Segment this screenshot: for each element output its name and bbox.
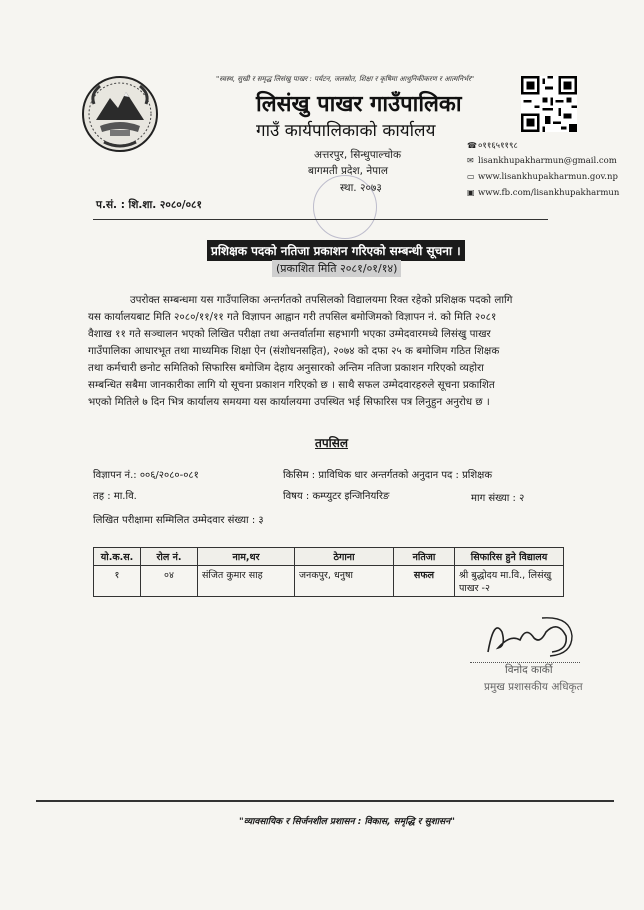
email-value: lisankhupakharmun@gmail.com — [478, 156, 617, 166]
col-school: सिफारिस हुने विद्यालय — [455, 548, 564, 566]
footer-motto: "व्यावसायिक र सिर्जनशील प्रशासन : विकास, समृद्धि र सुशासन" — [239, 817, 455, 827]
address-line-1: अत्तरपुर, सिन्धुपाल्चोक — [314, 149, 402, 161]
qr-code-icon — [521, 76, 577, 132]
facebook-value: www.fb.com/lisankhupakharmun — [478, 188, 620, 198]
header-tagline: "स्वस्थ, सुखी र समृद्ध लिसंखु पाखर : पर्यटन, जलस्रोत, शिक्षा र कृषिमा आधुनिकीकरण र आत्मनिर्भर" — [216, 75, 475, 83]
office-stamp — [313, 175, 377, 239]
schedule-heading: तपसिल — [315, 436, 349, 450]
cell-result: सफल — [394, 566, 455, 597]
advert-number: विज्ञापन नं.: ००६/२०८०-०८१ — [93, 470, 199, 481]
cell-serial: १ — [94, 566, 141, 597]
notice-title: प्रशिक्षक पदको नतिजा प्रकाशन गरिएको सम्बन्धी सूचना । — [207, 240, 465, 261]
phone-icon: ☎ — [467, 141, 477, 150]
web-icon: ▭ — [467, 172, 475, 181]
signature-mark — [480, 612, 580, 660]
footer-divider — [36, 800, 614, 802]
office-name: गाउँ कार्यपालिकाको कार्यालय — [256, 121, 436, 141]
body-line: गाउँपालिका आधारभूत तथा माध्यमिक शिक्षा ऐन (संशोधनसहित), २०७४ को दफा २५ क बमोजिम गठित शिक्षक — [88, 345, 500, 357]
col-roll: रोल नं. — [141, 548, 198, 566]
body-line: तथा कर्मचारी छनोट समितिको सिफारिस बमोजिम देहाय अनुसारको अन्तिम नतिजा प्रकाशन गरिएको व्यहोरा — [88, 362, 484, 374]
contact-phone — [467, 140, 518, 151]
post-level: तह : मा.वि. — [93, 491, 137, 502]
candidate-count: लिखित परीक्षामा सम्मिलित उम्मेदवार संख्या : ३ — [93, 515, 264, 526]
signer-title: प्रमुख प्रशासकीय अधिकृत — [484, 681, 583, 693]
table-header-row — [94, 548, 564, 566]
post-category: किसिम : प्राविधिक धार अन्तर्गतको अनुदान पद : प्रशिक्षक — [283, 470, 493, 481]
org-name: लिसंखु पाखर गाउँपालिका — [256, 92, 462, 117]
phone-value: ०११६५११९८ — [478, 141, 518, 151]
nepal-emblem-icon — [80, 74, 160, 154]
body-line: भएको मितिले ७ दिन भित्र कार्यालय समयमा यस कार्यालयमा उपस्थित भई सिफारिस पत्र लिनुहुन अनुरोध छ । — [88, 396, 490, 408]
body-line: सम्बन्धित सबैमा जानकारीका लागि यो सूचना प्रकाशन गरिएको छ । साथै सफल उम्मेदवारहरुले सूचना प्रकाशित — [88, 379, 495, 391]
body-line: यस कार्यालयबाट मिति २०८०/११/११ गते विज्ञापन आह्वान गरी तपसिल बमोजिमको विज्ञापन नं. को मिति २०८१ — [88, 311, 497, 323]
reference-number: प.सं. : शि.शा. २०८०/०८१ — [96, 199, 202, 211]
facebook-icon: ▣ — [467, 188, 475, 197]
header-divider — [93, 219, 548, 220]
body-line: वैशाख ११ गते सञ्चालन भएको लिखित परीक्षा तथा अन्तर्वार्तामा सहभागी भएका उम्मेदवारमध्ये लिसंखु पाखर — [88, 328, 491, 340]
col-name: नाम,थर — [198, 548, 295, 566]
col-address: ठेगाना — [295, 548, 394, 566]
cell-address: जनकपुर, धनुषा — [295, 566, 394, 597]
contact-facebook — [467, 188, 619, 198]
email-icon: ✉ — [467, 156, 474, 165]
established-year: स्था. २०७३ — [340, 182, 382, 194]
contact-email — [467, 156, 617, 166]
contact-website — [467, 172, 618, 182]
address-line-2: बागमती प्रदेश, नेपाल — [308, 165, 388, 177]
col-result: नतिजा — [394, 548, 455, 566]
body-line: उपरोक्त सम्बन्धमा यस गाउँपालिका अन्तर्गतको तपसिलको विद्यालयमा रिक्त रहेको प्रशिक्षक पदको लागि — [130, 294, 513, 306]
demand-count: माग संख्या : २ — [471, 493, 525, 504]
result-table — [93, 547, 564, 597]
website-value: www.lisankhupakharmun.gov.np — [478, 172, 618, 182]
cell-name: संजित कुमार साह — [198, 566, 295, 597]
cell-roll: ०४ — [141, 566, 198, 597]
post-subject: विषय : कम्प्युटर इन्जिनियरिङ — [283, 491, 390, 502]
col-serial: यो.क.स. — [94, 548, 141, 566]
published-date: (प्रकाशित मिति २०८१/०१/१४) — [272, 260, 401, 277]
cell-school: श्री बुद्धोदय मा.वि., लिसंखु पाखर -२ — [455, 566, 564, 597]
table-row — [94, 566, 564, 597]
signer-name: विनोद कार्की — [505, 664, 553, 676]
